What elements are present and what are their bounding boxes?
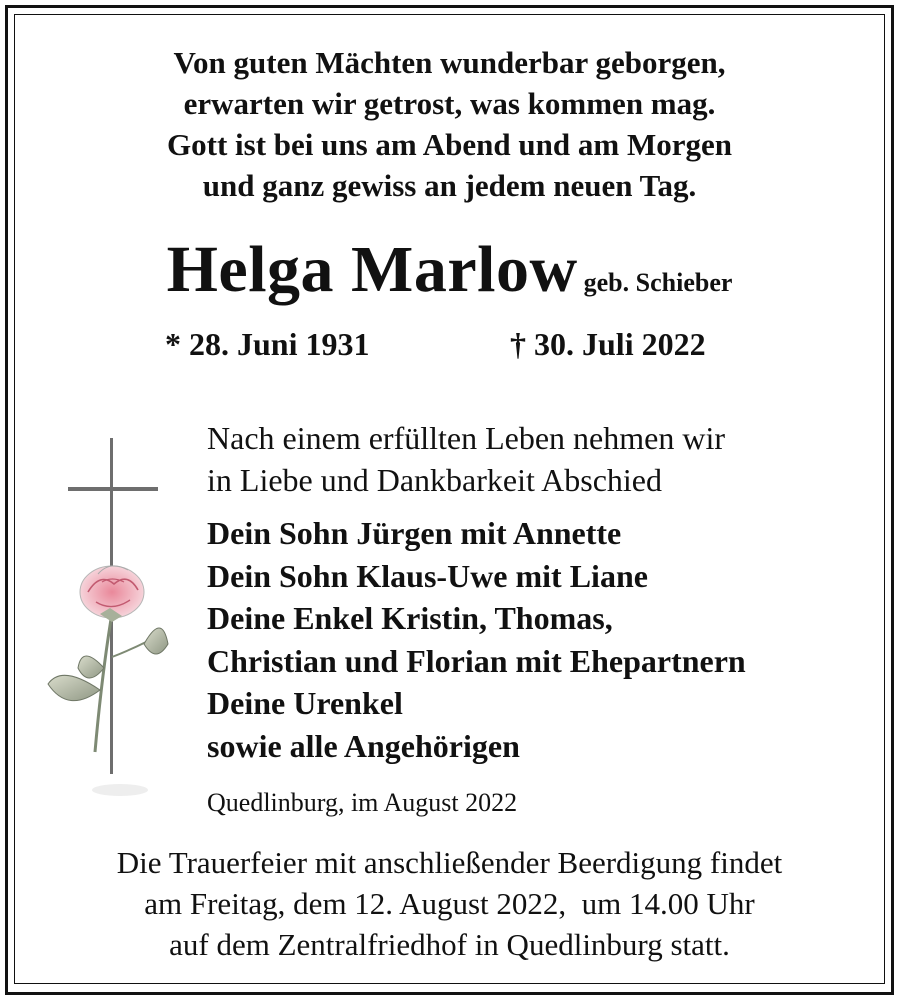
birth-date: * 28. Juni 1931 — [165, 326, 370, 362]
place-date: Quedlinburg, im August 2022 — [207, 788, 518, 817]
death-date: † 30. Juli 2022 — [510, 326, 706, 362]
deceased-name: Helga Marlow — [166, 233, 578, 306]
mourner-line: Dein Sohn Klaus-Uwe mit Liane — [207, 557, 648, 594]
funeral-line: Die Trauerfeier mit anschließender Beerdigung findet — [116, 845, 783, 880]
funeral-line: auf dem Zentralfriedhof in Quedlinburg statt. — [169, 927, 730, 962]
verse-line: und ganz gewiss an jedem neuen Tag. — [202, 168, 697, 203]
funeral-line: am Freitag, dem 12. August 2022, um 14.00 Uhr — [144, 886, 755, 921]
mourner-line: Deine Urenkel — [207, 685, 403, 721]
cross-with-rose-icon — [40, 432, 190, 802]
mourner-line: sowie alle Angehörigen — [207, 727, 520, 764]
verse-line: Gott ist bei uns am Abend und am Morgen — [167, 127, 732, 162]
deceased-name-line — [0, 232, 899, 308]
farewell-text — [207, 417, 725, 501]
farewell-line: in Liebe und Dankbarkeit Abschied — [207, 462, 662, 498]
funeral-info — [0, 842, 899, 965]
mourner-line: Deine Enkel Kristin, Thomas, — [207, 600, 613, 636]
maiden-name: geb. Schieber — [583, 268, 733, 297]
mourner-line: Christian und Florian mit Ehepartnern — [207, 642, 746, 679]
mourners-list — [207, 512, 746, 767]
verse-line: erwarten wir getrost, was kommen mag. — [183, 86, 716, 121]
verse-line: Von guten Mächten wunderbar geborgen, — [173, 45, 726, 80]
farewell-line: Nach einem erfüllten Leben nehmen wir — [207, 420, 725, 456]
bible-verse — [0, 42, 899, 206]
mourner-line: Dein Sohn Jürgen mit Annette — [207, 515, 622, 551]
